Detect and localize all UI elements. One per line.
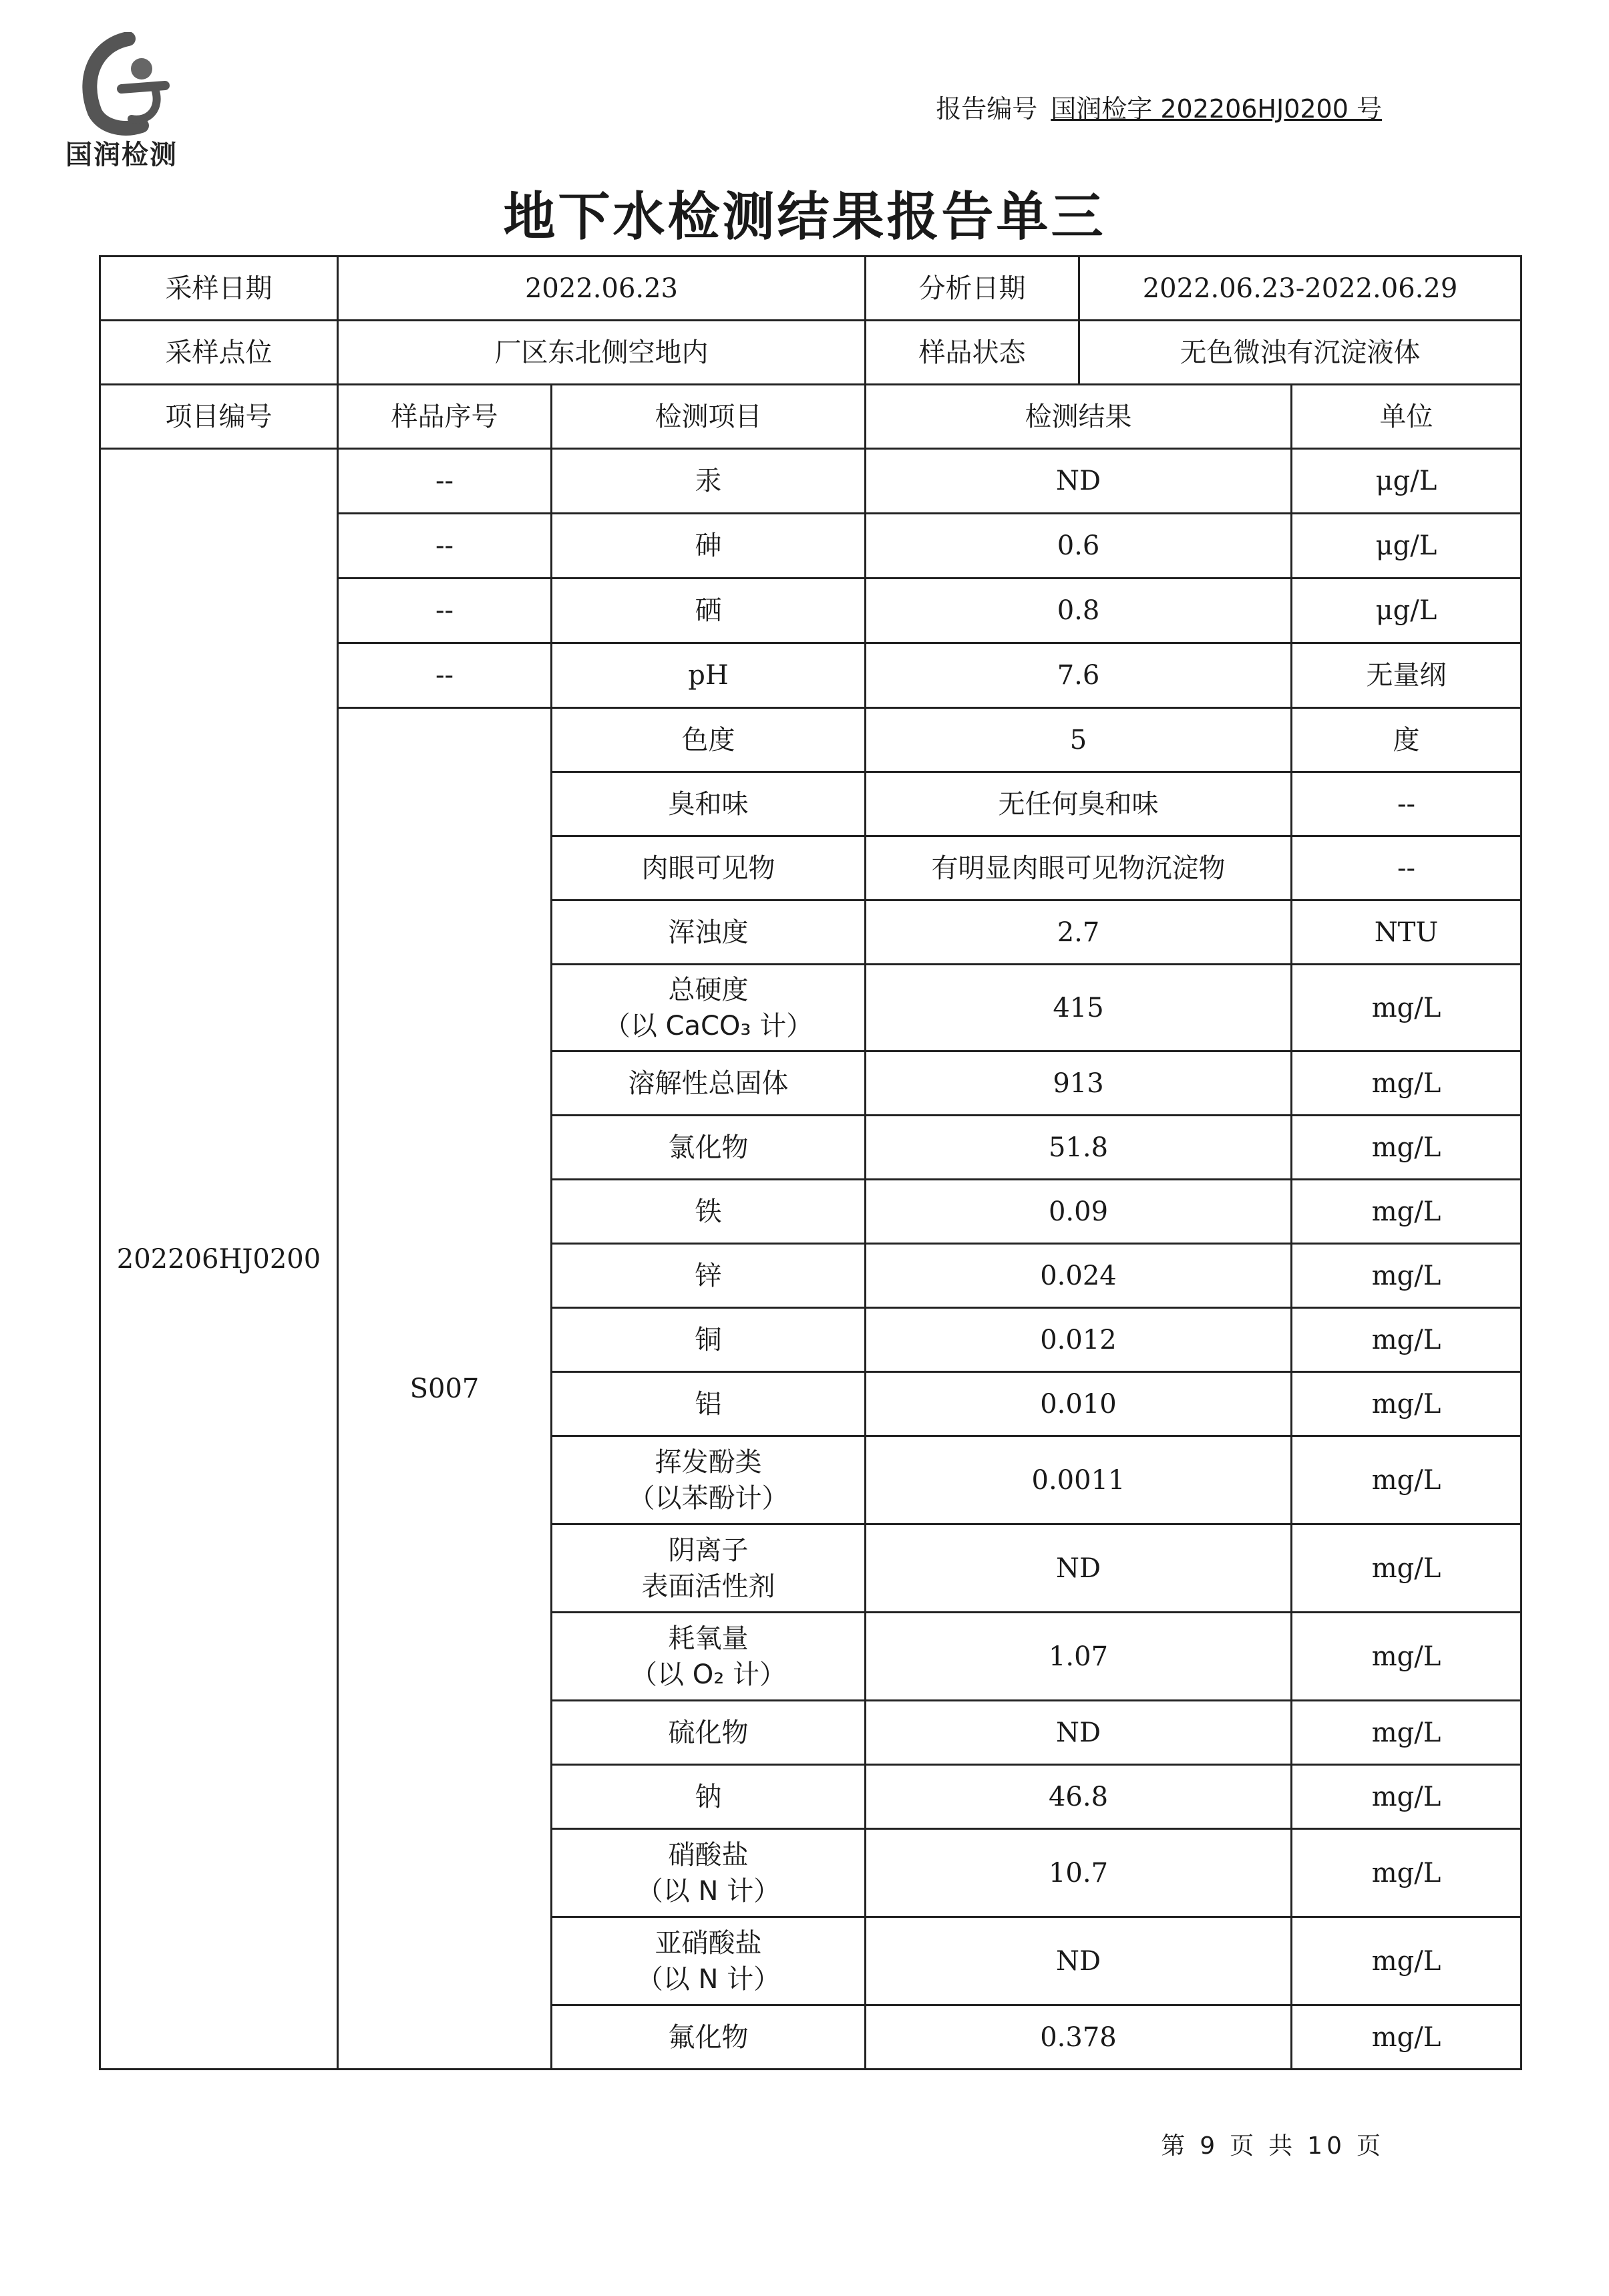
- header-row: [100, 385, 1522, 449]
- item-cell: 汞: [552, 449, 866, 514]
- item-note: 表面活性剂: [641, 1571, 775, 1602]
- unit-cell: mg/L: [1292, 1524, 1522, 1613]
- item-cell: 铁: [552, 1180, 866, 1244]
- analysis-date-value: 2022.06.23-2022.06.29: [1079, 257, 1522, 321]
- unit-cell: mg/L: [1292, 1308, 1522, 1372]
- sampling-point-label: 采样点位: [100, 321, 338, 385]
- unit-cell: mg/L: [1292, 965, 1522, 1051]
- item-cell: [552, 1917, 866, 2005]
- item-name: 阴离子: [668, 1534, 749, 1566]
- unit-cell: mg/L: [1292, 1765, 1522, 1829]
- meta-row-dates: [100, 257, 1522, 321]
- unit-cell: mg/L: [1292, 1829, 1522, 1917]
- item-cell: 浑浊度: [552, 900, 866, 965]
- result-cell: 0.378: [866, 2005, 1292, 2070]
- result-cell: 10.7: [866, 1829, 1292, 1917]
- sample-state-label: 样品状态: [866, 321, 1079, 385]
- unit-cell: NTU: [1292, 900, 1522, 965]
- result-cell: ND: [866, 449, 1292, 514]
- result-cell: 913: [866, 1051, 1292, 1116]
- sample-state-value: 无色微浊有沉淀液体: [1079, 321, 1522, 385]
- item-cell: 氯化物: [552, 1116, 866, 1180]
- table-row: [100, 449, 1522, 514]
- item-cell: 色度: [552, 708, 866, 772]
- unit-cell: mg/L: [1292, 1372, 1522, 1436]
- sampling-point-value: 厂区东北侧空地内: [338, 321, 866, 385]
- col-header: 项目编号: [100, 385, 338, 449]
- result-cell: 5: [866, 708, 1292, 772]
- item-cell: [552, 1829, 866, 1917]
- item-note: （以 O₂ 计）: [631, 1659, 786, 1690]
- project-number-cell: 202206HJ0200: [100, 449, 338, 2070]
- report-number-label: 报告编号: [936, 94, 1038, 124]
- item-cell: [552, 1613, 866, 1701]
- unit-cell: mg/L: [1292, 1116, 1522, 1180]
- page-title: 地下水检测结果报告单三: [503, 187, 1106, 247]
- col-header: 样品序号: [338, 385, 552, 449]
- unit-cell: mg/L: [1292, 1051, 1522, 1116]
- item-name: 总硬度: [668, 974, 749, 1005]
- result-cell: 0.6: [866, 514, 1292, 579]
- unit-cell: μg/L: [1292, 449, 1522, 514]
- item-cell: 肉眼可见物: [552, 836, 866, 900]
- col-header: 检测结果: [866, 385, 1292, 449]
- result-cell: 0.012: [866, 1308, 1292, 1372]
- page-total: 10: [1307, 2132, 1346, 2160]
- unit-cell: 无量纲: [1292, 643, 1522, 708]
- unit-cell: mg/L: [1292, 1244, 1522, 1308]
- result-cell: 46.8: [866, 1765, 1292, 1829]
- result-cell: 0.024: [866, 1244, 1292, 1308]
- result-cell: 0.8: [866, 579, 1292, 643]
- item-cell: 氟化物: [552, 2005, 866, 2070]
- result-cell: 2.7: [866, 900, 1292, 965]
- item-note: （以苯酚计）: [628, 1482, 789, 1514]
- item-cell: 砷: [552, 514, 866, 579]
- page-label: 共: [1268, 2132, 1297, 2160]
- item-name: 挥发酚类: [655, 1446, 762, 1478]
- item-name: 亚硝酸盐: [655, 1927, 762, 1959]
- item-cell: 锌: [552, 1244, 866, 1308]
- item-cell: [552, 1524, 866, 1613]
- sample-seq-cell: --: [338, 514, 552, 579]
- result-cell: 0.0011: [866, 1436, 1292, 1524]
- sampling-date-label: 采样日期: [100, 257, 338, 321]
- item-cell: 臭和味: [552, 772, 866, 836]
- item-cell: 铜: [552, 1308, 866, 1372]
- item-cell: pH: [552, 643, 866, 708]
- unit-cell: μg/L: [1292, 579, 1522, 643]
- item-cell: 硒: [552, 579, 866, 643]
- unit-cell: mg/L: [1292, 1701, 1522, 1765]
- item-note: （以 N 计）: [636, 1963, 781, 1995]
- sampling-date-value: 2022.06.23: [338, 257, 866, 321]
- item-cell: 溶解性总固体: [552, 1051, 866, 1116]
- unit-cell: mg/L: [1292, 1613, 1522, 1701]
- result-cell: 0.010: [866, 1372, 1292, 1436]
- meta-row-location: [100, 321, 1522, 385]
- unit-cell: mg/L: [1292, 1917, 1522, 2005]
- item-cell: 硫化物: [552, 1701, 866, 1765]
- page-label: 第: [1161, 2132, 1190, 2160]
- report-number-value: 国润检字 202206HJ0200 号: [1051, 94, 1382, 124]
- sample-seq-cell: --: [338, 579, 552, 643]
- result-cell: 0.09: [866, 1180, 1292, 1244]
- result-table: [99, 255, 1522, 2070]
- item-cell: 铝: [552, 1372, 866, 1436]
- col-header: 检测项目: [552, 385, 866, 449]
- item-cell: 钠: [552, 1765, 866, 1829]
- result-cell: ND: [866, 1524, 1292, 1613]
- col-header: 单位: [1292, 385, 1522, 449]
- page-label: 页: [1356, 2132, 1385, 2160]
- unit-cell: --: [1292, 772, 1522, 836]
- page-footer: [1155, 2127, 1390, 2161]
- result-cell: 51.8: [866, 1116, 1292, 1180]
- result-cell: ND: [866, 1701, 1292, 1765]
- logo-text: 国润检测: [65, 140, 178, 170]
- analysis-date-label: 分析日期: [866, 257, 1079, 321]
- unit-cell: mg/L: [1292, 1436, 1522, 1524]
- item-note: （以 N 计）: [636, 1875, 781, 1907]
- item-cell: [552, 1436, 866, 1524]
- unit-cell: mg/L: [1292, 2005, 1522, 2070]
- result-cell: 7.6: [866, 643, 1292, 708]
- unit-cell: mg/L: [1292, 1180, 1522, 1244]
- result-cell: 1.07: [866, 1613, 1292, 1701]
- item-name: 硝酸盐: [668, 1839, 749, 1870]
- page-number: 9: [1200, 2132, 1220, 2160]
- result-cell: 有明显肉眼可见物沉淀物: [866, 836, 1292, 900]
- sample-seq-cell: --: [338, 643, 552, 708]
- sample-seq-cell: S007: [338, 708, 552, 2070]
- sample-seq-cell: --: [338, 449, 552, 514]
- result-cell: 415: [866, 965, 1292, 1051]
- result-cell: ND: [866, 1917, 1292, 2005]
- item-name: 耗氧量: [668, 1623, 749, 1654]
- unit-cell: --: [1292, 836, 1522, 900]
- page-label: 页: [1230, 2132, 1258, 2160]
- item-note: （以 CaCO₃ 计）: [603, 1010, 814, 1041]
- report-number: [936, 88, 1382, 125]
- item-cell: [552, 965, 866, 1051]
- unit-cell: μg/L: [1292, 514, 1522, 579]
- result-cell: 无任何臭和味: [866, 772, 1292, 836]
- unit-cell: 度: [1292, 708, 1522, 772]
